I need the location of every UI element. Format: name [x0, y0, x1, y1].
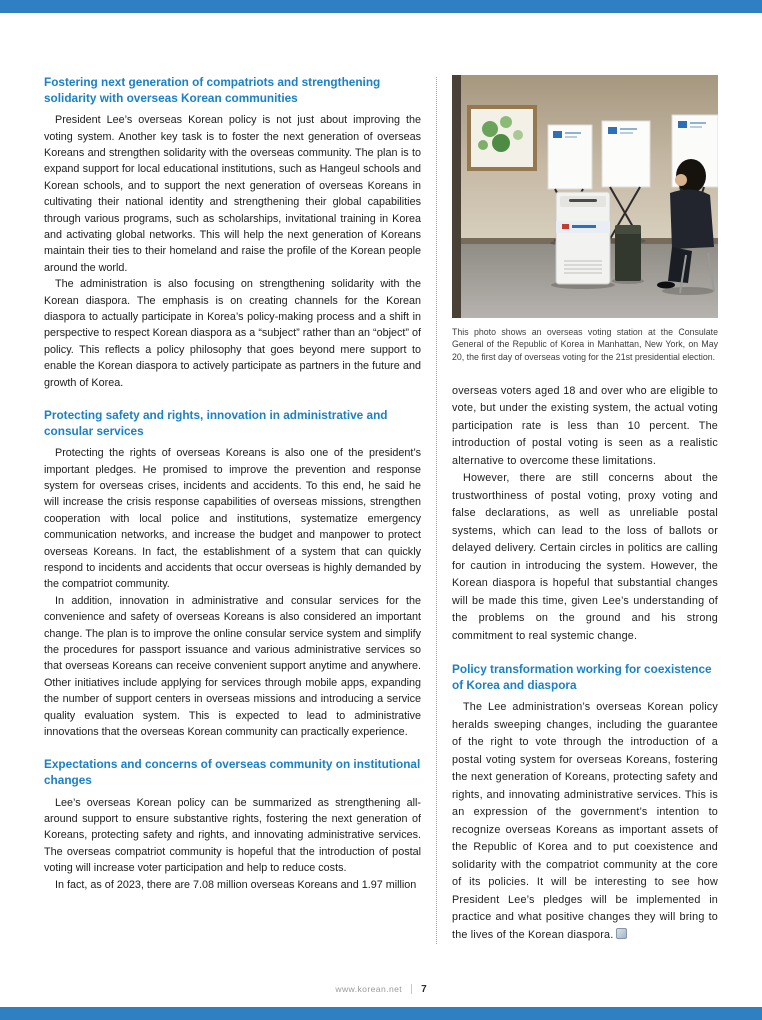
page-number: 7: [421, 984, 427, 995]
right-column: [452, 75, 718, 944]
trash-bin: [612, 225, 644, 284]
paragraph: overseas voters aged 18 and over who are eligible to vote, but under the existing system, the actual voting participation rate is less than 10 percent. The introduction of postal voting is seen as a realistic alternative to overcome these limitations.: [452, 384, 718, 467]
page-content: [44, 75, 718, 944]
paragraph: In fact, as of 2023, there are 7.08 million overseas Koreans and 1.97 million: [55, 878, 417, 891]
section-heading: Protecting safety and rights, innovation in administrative and consular services: [44, 408, 388, 438]
section-heading: Policy transformation working for coexistence of Korea and diaspora: [452, 662, 712, 692]
paragraph: President Lee’s overseas Korean policy is not just about improving the voting system. Another key task is to foster the next generation of overseas Koreans and strengthen solidarity with the overseas community. The plan is to expand support for local educational institutions, such as Hangeul schools and Korean schools, and to support the next generation of overseas Koreans in cultivating their national identity and strengthening their global capabilities through various programs, such as scholarships, invitational training in Korea and activating global networks. This will help the next generation of Koreans maintain their ties to their homeland and raise the profile of the Korean people around the world.: [44, 114, 421, 274]
framed-artwork: [467, 105, 537, 171]
paragraph: Protecting the rights of overseas Koreans is also one of the president’s important pledges. He promised to improve the prevention and response system for overseas crises, incidents and accidents. To this end, he said he will increase the crisis response capabilities of overseas missions, strengthen cooperation with local police and institutions, systematize emergency communication networks, and increase the budget and manpower to protect overseas Koreans. In fact, the establishment of a system that can quickly respond to incidents and accidents that occur overseas is highly demanded by the compatriot community.: [44, 447, 421, 591]
article-end-icon: [616, 928, 627, 939]
section-policy-transformation: [452, 662, 718, 944]
footer-url: www.korean.net: [335, 984, 403, 994]
photo-caption: This photo shows an overseas voting station at the Consulate General of the Republic of Korea in Manhattan, New York, on May 20, the first day of overseas voting for the 21st presidential election.: [452, 327, 718, 362]
ballot-box: [551, 192, 615, 289]
paragraph: The administration is also focusing on strengthening solidarity with the Korean diaspora. The emphasis is on creating channels for the Korean diaspora to actually participate in Korea’s policy-making process and a shift in perspective to respect Korean diaspora as a “subject” rather than an “object” of policy. This reflects a policy philosophy that goes beyond mere support to enable the Korean diaspora to actively participate as partners in the future and growth of Korea.: [44, 278, 421, 389]
section-expectations: [44, 757, 421, 893]
bottom-accent-bar: [0, 1007, 762, 1020]
voting-station-photo: [452, 75, 718, 318]
column-divider: [436, 77, 437, 944]
left-column: [44, 75, 421, 944]
voting-station-photo-graphic: [452, 75, 718, 318]
section-fostering: [44, 75, 421, 391]
section-heading: Fostering next generation of compatriots and strengthening solidarity with overseas Korean communities: [44, 75, 381, 105]
right-column-text: [452, 383, 718, 645]
top-accent-bar: [0, 0, 762, 13]
section-heading: Expectations and concerns of overseas community on institutional changes: [44, 757, 421, 788]
paragraph: In addition, innovation in administrative and consular services for the convenience and safety of overseas Koreans is also considered an important change. The plan is to improve the online consular service system and simplify the procedures for passport issuance and various administrative services so that overseas Koreans can receive convenient support anytime and anywhere. Other initiatives include applying for services through mobile apps, expanding the number of support centers in overseas missions and introducing a service quality evaluation system. This is expected to lead to administrative innovations that the overseas Korean community can practically experience.: [44, 594, 421, 739]
paragraph: However, there are still concerns about the trustworthiness of postal voting, proxy voting and false declarations, as well as unreliable postal systems, which can lead to the loss of ballots or delayed delivery. Certain circles in politics are calling for caution in introducing the system. However, the Korean diaspora is hopeful that substantial changes will be made this time, given Lee’s understanding of the problems on the ground and his strong commitment to real systemic change.: [452, 472, 718, 642]
paragraph: Lee’s overseas Korean policy can be summarized as strengthening all-around support to ensure substantive rights, fostering the next generation of Koreans, protecting safety and rights, and innovating administrative services. The overseas compatriot community is hopeful that the introduction of postal voting will increase voter participation and help to reduce costs.: [44, 796, 421, 875]
page-footer: [0, 979, 762, 997]
footer-separator: [411, 984, 412, 994]
paragraph-text: The Lee administration’s overseas Korean policy heralds sweeping changes, including the guarantee of the right to vote through the introduction of a postal voting system for overseas Koreans, fostering the next generation of Koreans, protecting safety and rights, and innovating administrative services. This is an expression of the government’s intention to recognize overseas Koreans as important assets of the Republic of Korea and to put coexistence and solidarity with the compatriot community at the core of its policies. It will be interesting to see how President Lee’s pledges will be implemented in practice and what positive changes they will bring to the lives of the Korean diaspora.: [452, 701, 718, 941]
photo-figure: [452, 75, 718, 363]
paragraph: [452, 699, 718, 944]
section-protecting: [44, 408, 421, 740]
